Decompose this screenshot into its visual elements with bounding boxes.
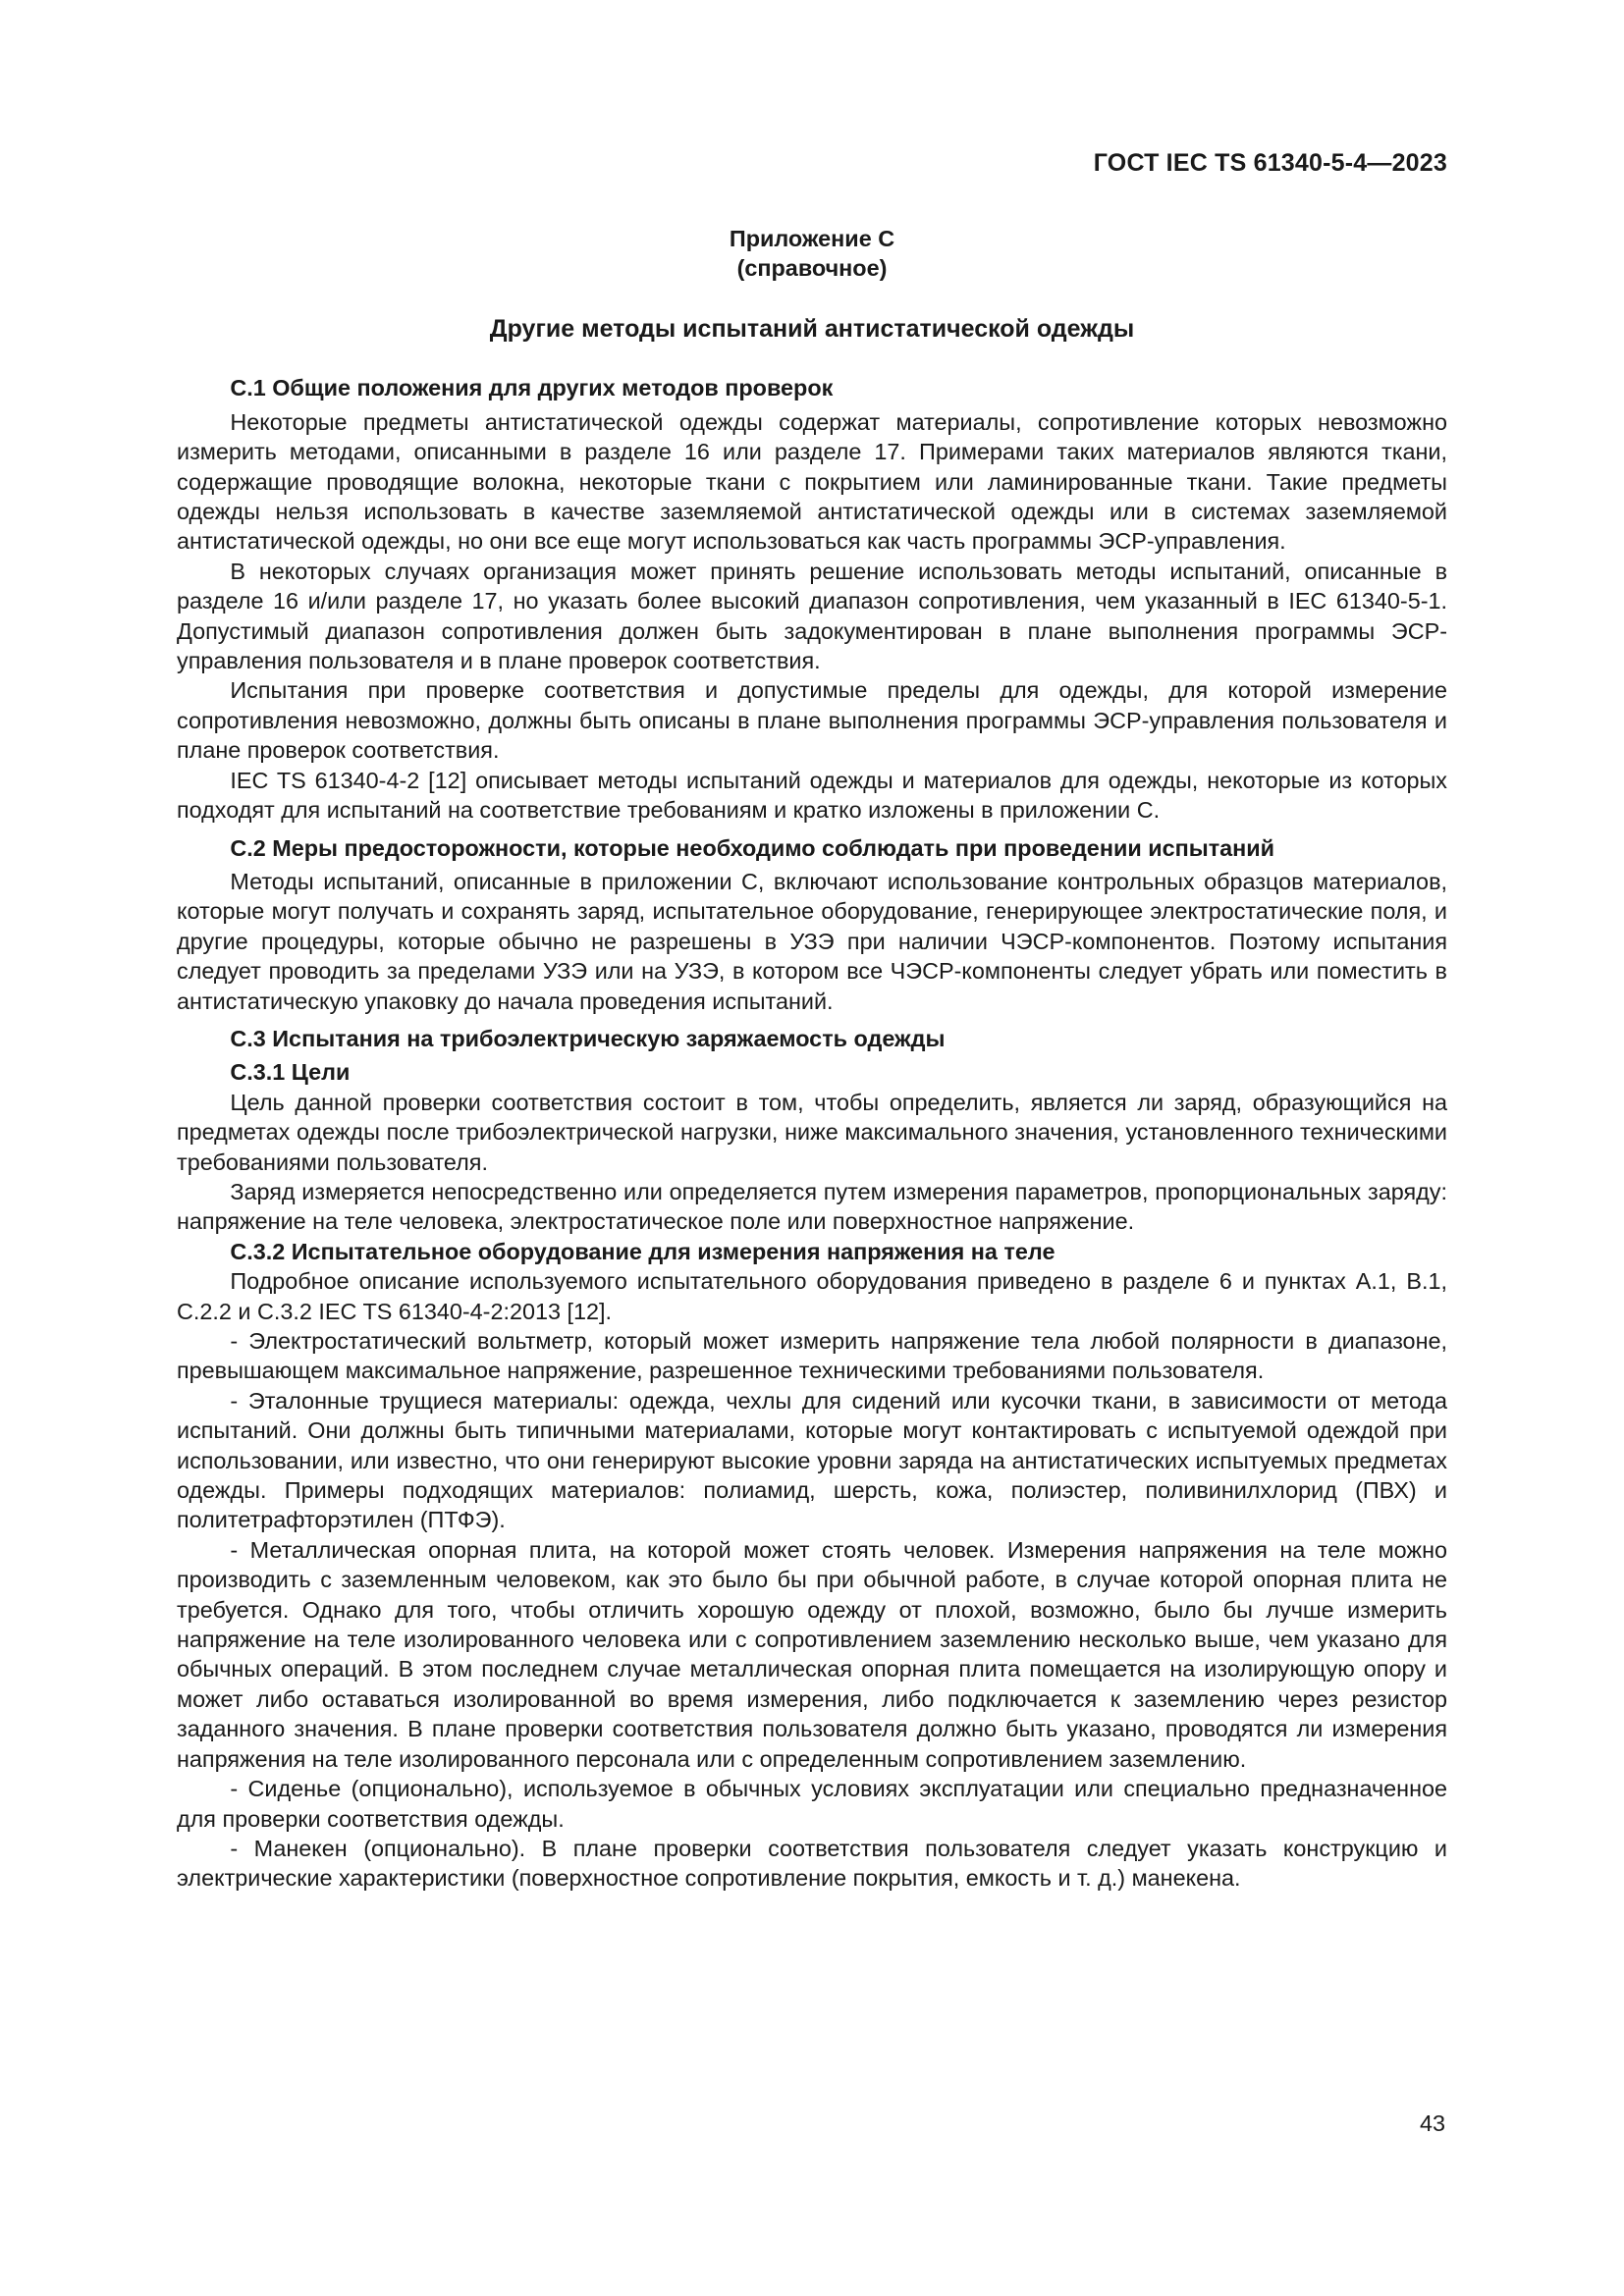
section-c1 (177, 373, 1447, 825)
list-item: - Манекен (опционально). В плане проверки соответствия пользователя следует указать конструкцию и электрические характеристики (поверхностное сопротивление покрытия, емкость и т. д.) манекена. (177, 1835, 1447, 1892)
subsection-heading: С.3.2 Испытательное оборудование для измерения напряжения на теле (230, 1238, 1056, 1264)
paragraph: В некоторых случаях организация может принять решение использовать методы испытаний, описанные в разделе 16 и/или разделе 17, но указать более высокий диапазон сопротивления, чем указанный в IEC 61340-5-1. Допустимый диапазон сопротивления должен быть задокументирован в плане выполнения программы ЭСР-управления пользователя и в плане проверок соответствия. (177, 558, 1447, 674)
page-content (177, 224, 1447, 1894)
section-heading: С.2 Меры предосторожности, которые необходимо соблюдать при проведении испытаний (230, 834, 1275, 861)
section-c2 (177, 833, 1447, 1016)
appendix-title: Другие методы испытаний антистатической одежды (489, 315, 1135, 343)
paragraph: Методы испытаний, описанные в приложении С, включают использование контрольных образцов материалов, которые могут получать и сохранять заряд, испытательное оборудование, генерирующее электростатические поля, и другие процедуры, которые обычно не разрешены в УЗЭ при наличии ЧЭСР-компонентов. Поэтому испытания следует проводить за пределами УЗЭ или на УЗЭ, в котором все ЧЭСР-компоненты следует убрать или поместить в антистатическую упаковку до начала проведения испытаний. (177, 868, 1447, 1014)
list-item: - Сиденье (опционально), используемое в обычных условиях эксплуатации или специально предназначенное для проверки соответствия одежды. (177, 1776, 1447, 1832)
page-number: 43 (1419, 2110, 1445, 2136)
paragraph: Заряд измеряется непосредственно или определяется путем измерения параметров, пропорциональных заряду: напряжение на теле человека, электростатическое поле или поверхностное напряжение. (177, 1178, 1447, 1235)
subsection-heading: С.3.1 Цели (230, 1059, 351, 1086)
paragraph: Некоторые предметы антистатической одежды содержат материалы, сопротивление которых невозможно измерить методами, описанными в разделе 16 или разделе 17. Примерами таких материалов являются ткани, содержащие проводящие волокна, некоторые ткани с покрытием или ламинированные ткани. Такие предметы одежды нельзя использовать в качестве заземляемой антистатической одежды или в системах заземляемой антистатической одежды, но они все еще могут использоваться как часть программы ЭСР-управления. (177, 408, 1447, 555)
section-heading: С.3 Испытания на трибоэлектрическую заряжаемость одежды (230, 1025, 946, 1051)
paragraph: Цель данной проверки соответствия состоит в том, чтобы определить, является ли заряд, образующийся на предметах одежды после трибоэлектрической нагрузки, ниже максимального значения, установленного техническими требованиями пользователя. (177, 1089, 1447, 1175)
standard-code: ГОСТ IEC TS 61340-5-4—2023 (1093, 149, 1447, 177)
paragraph: IEC TS 61340-4-2 [12] описывает методы испытаний одежды и материалов для одежды, некоторые из которых подходят для испытаний на соответствие требованиям и кратко изложены в приложении С. (177, 767, 1447, 824)
section-c3 (177, 1024, 1447, 1894)
paragraph: Подробное описание используемого испытательного оборудования приведено в разделе 6 и пунктах А.1, В.1, С.2.2 и С.3.2 IEC TS 61340-4-2:2013 [12]. (177, 1268, 1447, 1324)
list-item: - Электростатический вольтметр, который может измерить напряжение тела любой полярности в диапазоне, превышающем максимальное напряжение, разрешенное техническими требованиями пользователя. (177, 1328, 1447, 1384)
appendix-label: Приложение С (729, 226, 895, 251)
appendix-type: (справочное) (736, 255, 888, 281)
section-heading: С.1 Общие положения для других методов проверок (230, 375, 834, 401)
list-item: - Металлическая опорная плита, на которой может стоять человек. Измерения напряжения на теле можно производить с заземленным человеком, как это было бы при обычной работе, в случае которой опорная плита не требуется. Однако для того, чтобы отличить хорошую одежду от плохой, возможно, было бы лучше измерить напряжение на теле изолированного человека или с сопротивлением заземлению несколько выше, чем указано для обычных операций. В этом последнем случае металлическая опорная плита помещается на изолирующую опору и может либо оставаться изолированной во время измерения, либо подключается к заземлению через резистор заданного значения. В плане проверки соответствия пользователя должно быть указано, проводятся ли измерения напряжения на теле изолированного персонала или с определенным сопротивлением заземлению. (177, 1536, 1447, 1772)
list-item: - Эталонные трущиеся материалы: одежда, чехлы для сидений или кусочки ткани, в зависимости от метода испытаний. Они должны быть типичными материалами, которые могут контактировать с испытуемой одеждой при использовании, или известно, что они генерируют высокие уровни заряда на антистатических испытуемых предметах одежды. Примеры подходящих материалов: полиамид, шерсть, кожа, полиэстер, поливинилхлорид (ПВХ) и политетрафторэтилен (ПТФЭ). (177, 1387, 1447, 1533)
paragraph: Испытания при проверке соответствия и допустимые пределы для одежды, для которой измерение сопротивления невозможно, должны быть описаны в плане выполнения программы ЭСР-управления пользователя и плане проверок соответствия. (177, 677, 1447, 764)
